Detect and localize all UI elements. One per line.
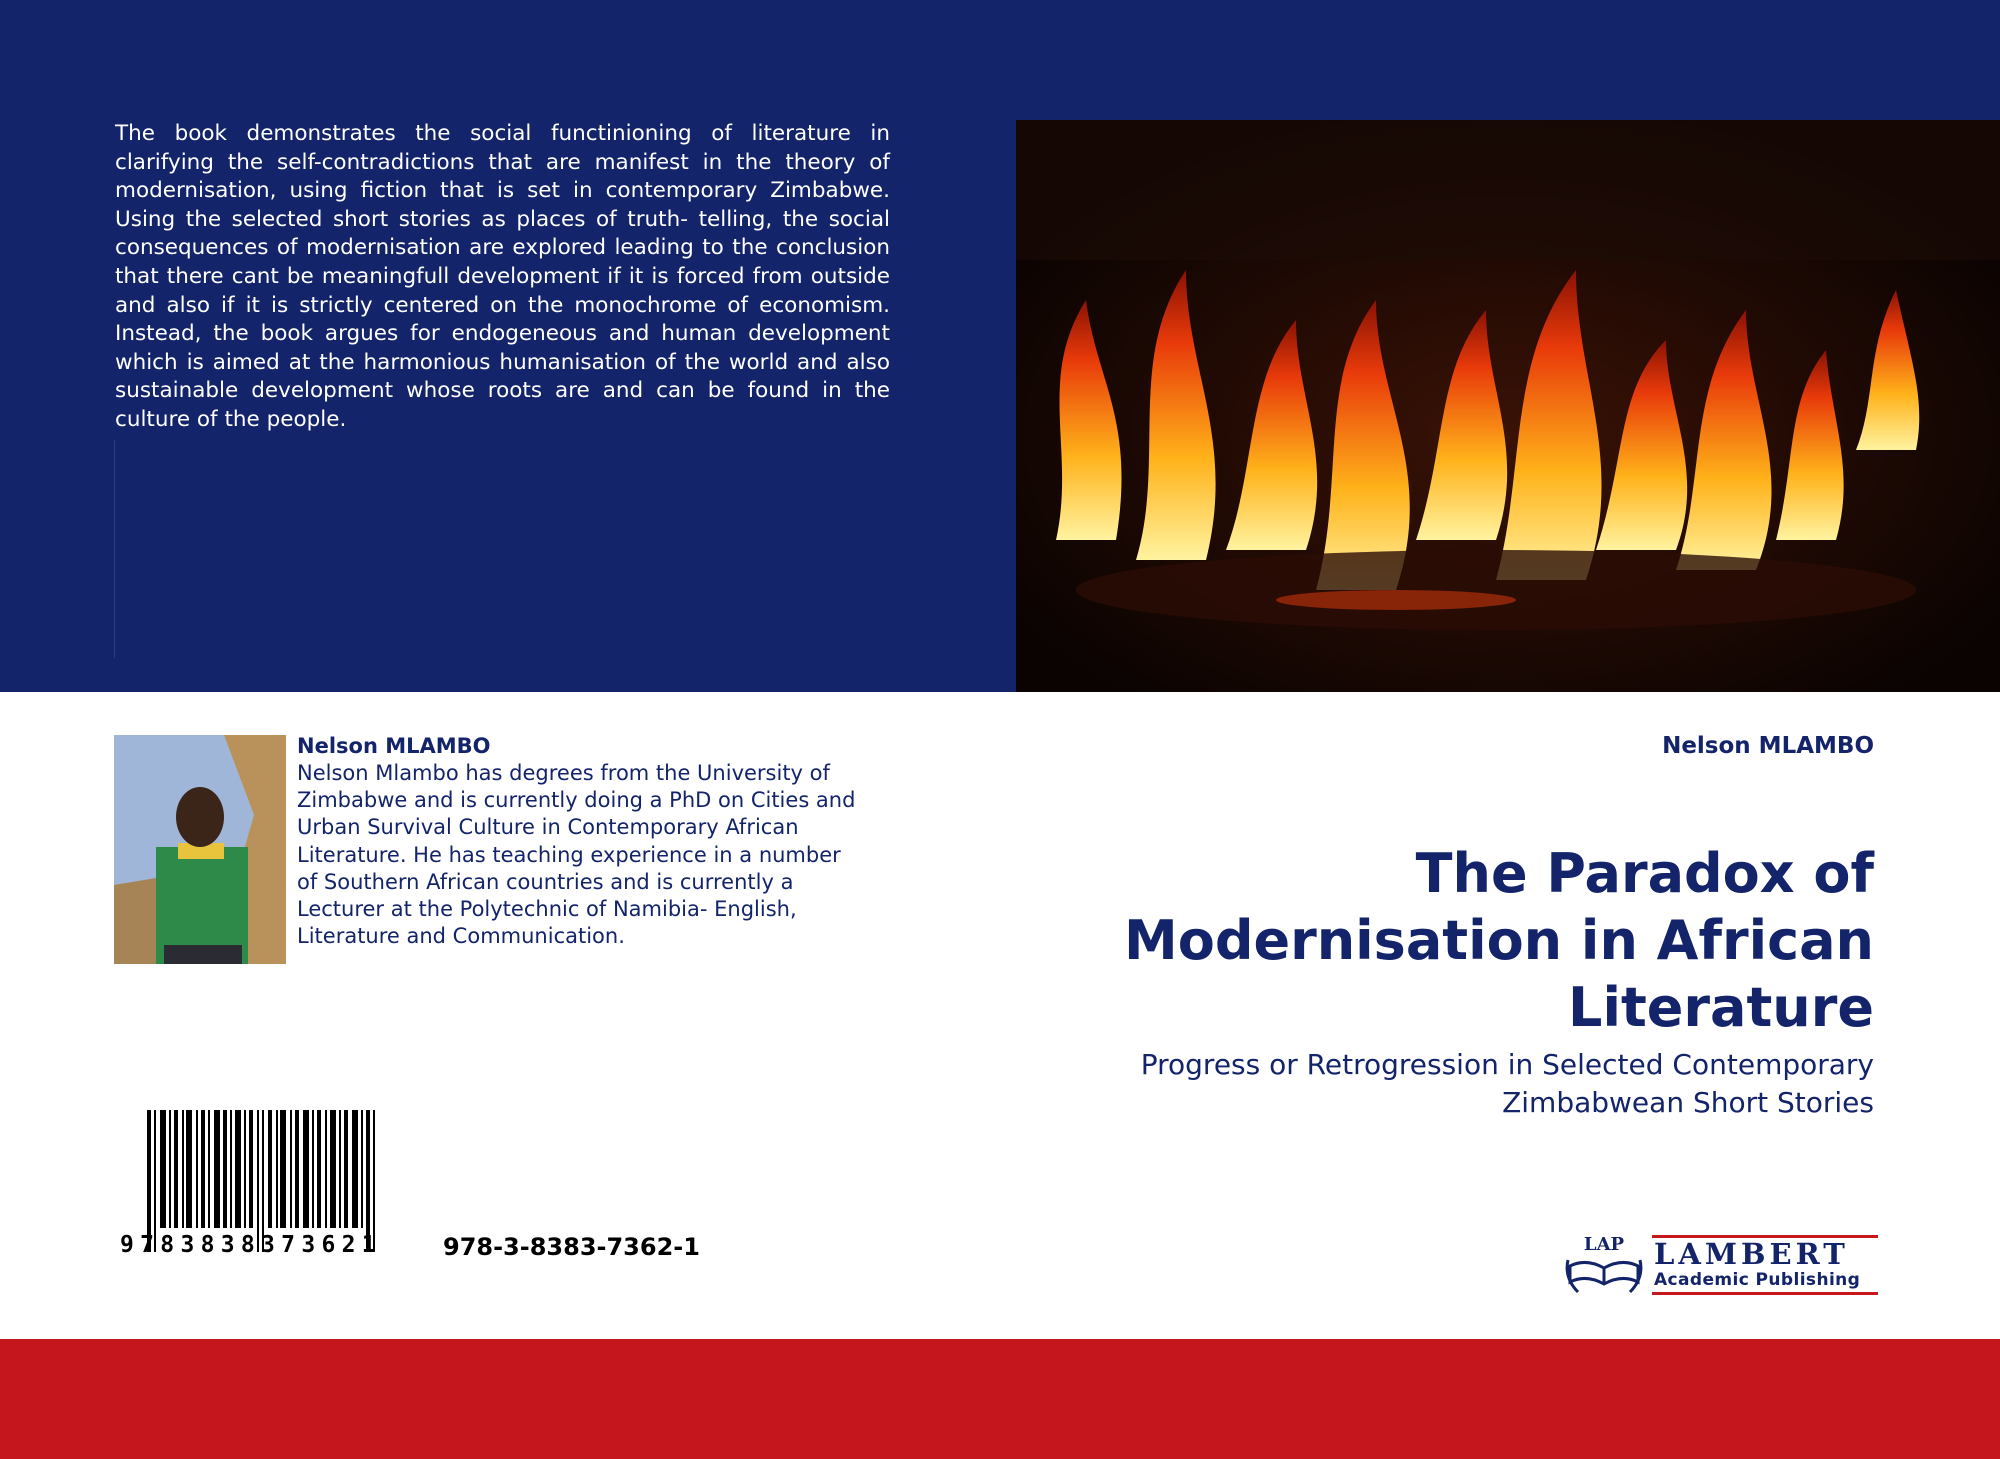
publisher-subname: Academic Publishing	[1654, 1270, 1861, 1290]
publisher-name: LAMBERT	[1654, 1237, 1849, 1271]
isbn-number: 978-3-8383-7362-1	[443, 1233, 700, 1261]
publisher-rule-bottom	[1652, 1292, 1878, 1295]
author-photo	[114, 735, 286, 964]
bottom-red-band	[0, 1339, 2000, 1459]
lap-logo-text: LAP	[1583, 1234, 1625, 1255]
author-biography: Nelson Mlambo has degrees from the University of Zimbabwe and is currently doing a PhD on Cities and Urban Survival Culture in Contemporary African Literature. He has teaching experience in a number of Southern African countries and is currently a Lecturer at the Polytechnic of Namibia- English, Literature and Communication.	[297, 761, 856, 949]
front-author-name: Nelson MLAMBO	[1662, 733, 1874, 759]
blurb-divider	[114, 440, 115, 658]
fire-flames-photo	[1016, 120, 2000, 692]
lap-book-logo-icon	[1562, 1230, 1646, 1300]
book-subtitle: Progress or Retrogression in Selected Contemporary Zimbabwean Short Stories	[1140, 1048, 1874, 1119]
bio-author-name: Nelson MLAMBO	[297, 734, 491, 758]
barcode-digits: 9783838373621	[120, 1232, 382, 1258]
book-blurb: The book demonstrates the social functinioning of literature in clarifying the self-contradictions that are manifest in the theory of modernisation, using fiction that is set in contemporary Zimbabwe. Using the selected short stories as places of truth- telling, the social consequences of modernisation are explored leading to the conclusion that there cant be meaningfull development if it is forced from outside and also if it is strictly centered on the monochrome of economism. Instead, the book argues for endogeneous and human development which is aimed at the harmonious humanisation of the world and also sustainable development whose roots are and can be found in the culture of the people.	[115, 121, 890, 432]
book-title: The Paradox of Modernisation in African Literature	[1123, 842, 1874, 1039]
